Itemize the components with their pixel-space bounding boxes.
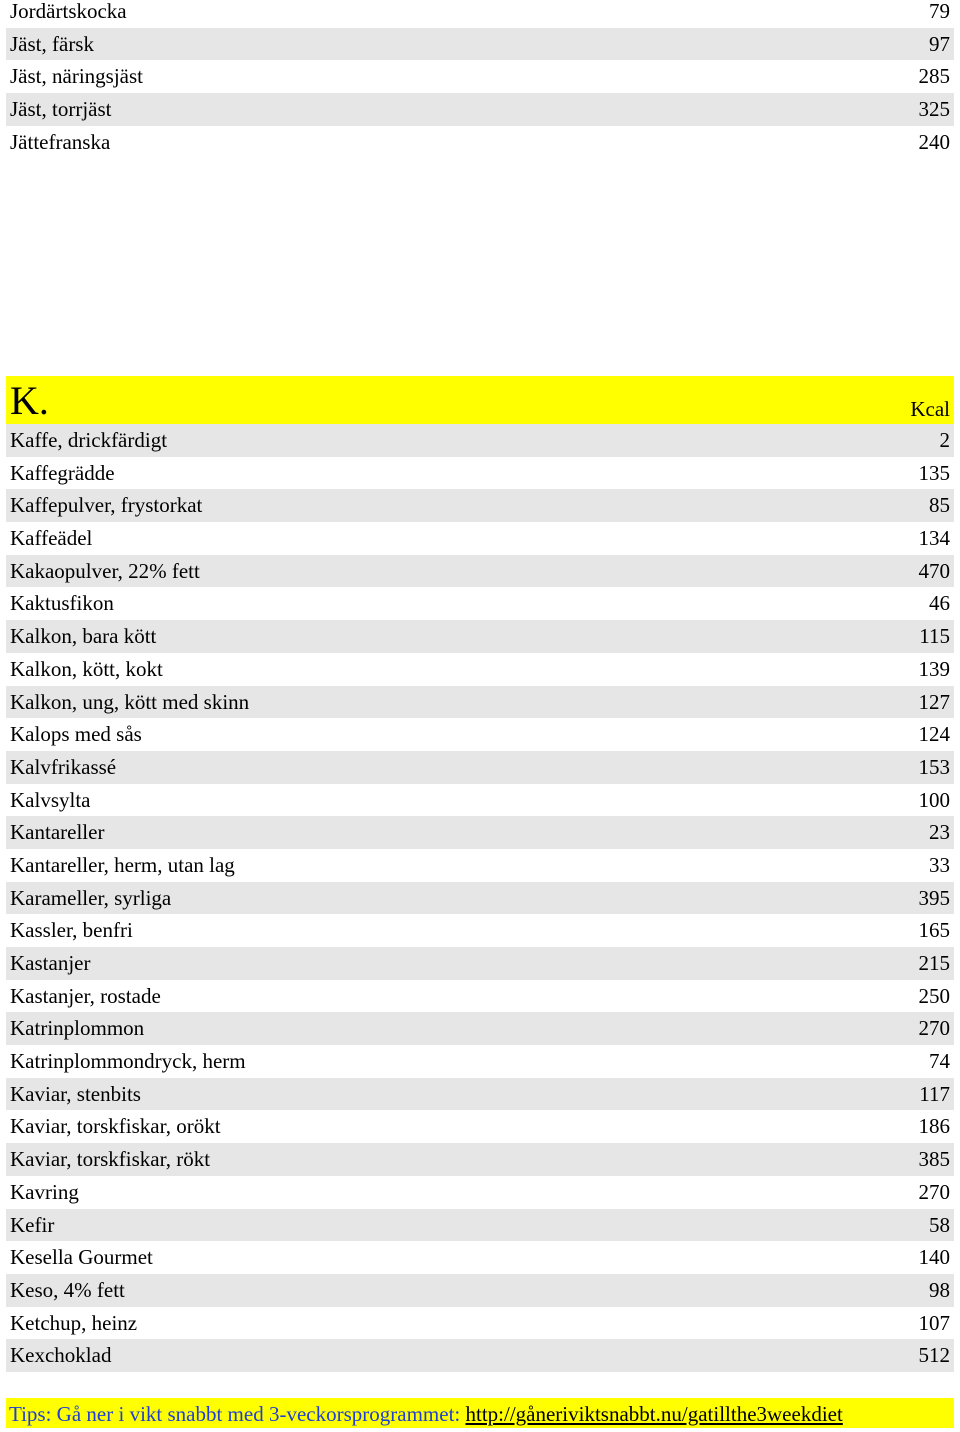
kcal-value: 140 (918, 1245, 950, 1270)
kcal-value: 23 (929, 820, 950, 845)
food-name: Karameller, syrliga (10, 885, 172, 910)
kcal-value: 107 (918, 1310, 950, 1335)
food-name: Kaviar, torskfiskar, orökt (10, 1114, 221, 1139)
table-row (6, 1176, 954, 1209)
kcal-value: 250 (918, 983, 950, 1008)
food-name: Katrinplommon (10, 1016, 145, 1041)
kcal-value: 46 (929, 591, 950, 616)
table-row (6, 93, 954, 126)
table-row (6, 1307, 954, 1340)
kcal-value: 139 (918, 656, 950, 681)
table-row (6, 1209, 954, 1242)
table-row (6, 1143, 954, 1176)
food-name: Kaviar, torskfiskar, rökt (10, 1147, 211, 1172)
kcal-value: 33 (929, 852, 950, 877)
food-name: Kassler, benfri (10, 918, 133, 943)
kcal-value: 124 (918, 722, 950, 747)
table-row (6, 914, 954, 947)
table-row (6, 1045, 954, 1078)
kcal-value: 325 (918, 97, 950, 122)
table-row (6, 1078, 954, 1111)
food-name: Jättefranska (10, 129, 111, 154)
kcal-value: 115 (919, 624, 950, 649)
food-name: Kaffe, drickfärdigt (10, 428, 168, 452)
table-row (6, 126, 954, 159)
table-row (6, 620, 954, 653)
table-row (6, 1012, 954, 1045)
table-row (6, 424, 954, 457)
kcal-column-header: Kcal (910, 397, 950, 421)
kcal-value: 97 (929, 31, 950, 56)
kcal-value: 470 (918, 558, 950, 583)
food-name: Kalkon, kött, kokt (10, 656, 163, 681)
table-row (6, 947, 954, 980)
kcal-value: 240 (918, 129, 950, 154)
table-row (6, 457, 954, 490)
table-row (6, 653, 954, 686)
table-row (6, 0, 954, 28)
tips-link[interactable]: http://gåneriviktsnabbt.nu/gatillthe3weekdiet (465, 1402, 843, 1426)
table-row (6, 522, 954, 555)
food-name: Kastanjer, rostade (10, 983, 161, 1008)
food-name: Kaktusfikon (10, 591, 114, 616)
food-name: Keso, 4% fett (10, 1277, 125, 1302)
previous-section-table (6, 0, 954, 158)
kcal-value: 215 (918, 951, 950, 975)
food-name: Katrinplommondryck, herm (10, 1049, 246, 1074)
kcal-value: 512 (918, 1343, 950, 1368)
kcal-value: 270 (918, 1179, 950, 1204)
table-row (6, 882, 954, 915)
food-name: Jäst, näringsjäst (10, 64, 143, 89)
food-name: Kesella Gourmet (10, 1245, 153, 1270)
food-name: Kalops med sås (10, 722, 142, 747)
table-row (6, 1241, 954, 1274)
food-name: Kaviar, stenbits (10, 1081, 141, 1106)
kcal-value: 395 (918, 885, 950, 910)
food-name: Ketchup, heinz (10, 1310, 138, 1335)
food-name: Jäst, torrjäst (10, 97, 112, 122)
section-k-table (6, 376, 954, 1372)
kcal-value: 135 (918, 460, 950, 485)
kcal-value: 285 (918, 64, 950, 89)
kcal-value: 98 (929, 1277, 950, 1302)
kcal-value: 74 (929, 1049, 950, 1074)
food-name: Kastanjer (10, 951, 91, 975)
kcal-value: 85 (929, 493, 950, 518)
table-row (6, 60, 954, 93)
food-name: Kantareller, herm, utan lag (10, 852, 235, 877)
table-row (6, 587, 954, 620)
table-row (6, 784, 954, 817)
kcal-value: 117 (919, 1081, 950, 1106)
tips-banner (6, 1398, 954, 1428)
table-row (6, 555, 954, 588)
kcal-value: 186 (918, 1114, 950, 1139)
kcal-value: 127 (918, 689, 950, 714)
kcal-value: 2 (939, 428, 950, 452)
food-name: Jordärtskocka (10, 0, 127, 23)
tips-text: Tips: Gå ner i vikt snabbt med 3-veckorsprogrammet: (9, 1402, 466, 1426)
table-row (6, 1339, 954, 1372)
food-name: Kakaopulver, 22% fett (10, 558, 200, 583)
table-row (6, 489, 954, 522)
table-row (6, 28, 954, 61)
table-row (6, 718, 954, 751)
section-letter: K. (10, 378, 49, 423)
food-name: Kavring (10, 1179, 79, 1204)
table-row (6, 1274, 954, 1307)
kcal-value: 153 (918, 754, 950, 779)
food-name: Kaffeädel (10, 526, 93, 551)
table-row (6, 849, 954, 882)
food-name: Kalkon, ung, kött med skinn (10, 689, 250, 714)
table-row (6, 816, 954, 849)
table-row (6, 751, 954, 784)
food-name: Kaffepulver, frystorkat (10, 493, 203, 518)
table-row (6, 980, 954, 1013)
kcal-value: 385 (918, 1147, 950, 1172)
kcal-value: 134 (918, 526, 950, 551)
kcal-value: 58 (929, 1212, 950, 1237)
food-name: Kalvfrikassé (10, 754, 117, 779)
kcal-value: 165 (918, 918, 950, 943)
kcal-value: 100 (918, 787, 950, 812)
food-name: Kantareller (10, 820, 105, 845)
table-row (6, 1110, 954, 1143)
section-header (6, 376, 954, 424)
table-row (6, 686, 954, 719)
food-name: Jäst, färsk (10, 31, 94, 56)
kcal-value: 270 (918, 1016, 950, 1041)
food-name: Kalkon, bara kött (10, 624, 157, 649)
food-name: Kefir (10, 1212, 55, 1237)
kcal-value: 79 (929, 0, 950, 23)
section-k-rows (6, 424, 954, 1372)
food-name: Kalvsylta (10, 787, 91, 812)
food-name: Kaffegrädde (10, 460, 115, 485)
food-name: Kexchoklad (10, 1343, 112, 1368)
